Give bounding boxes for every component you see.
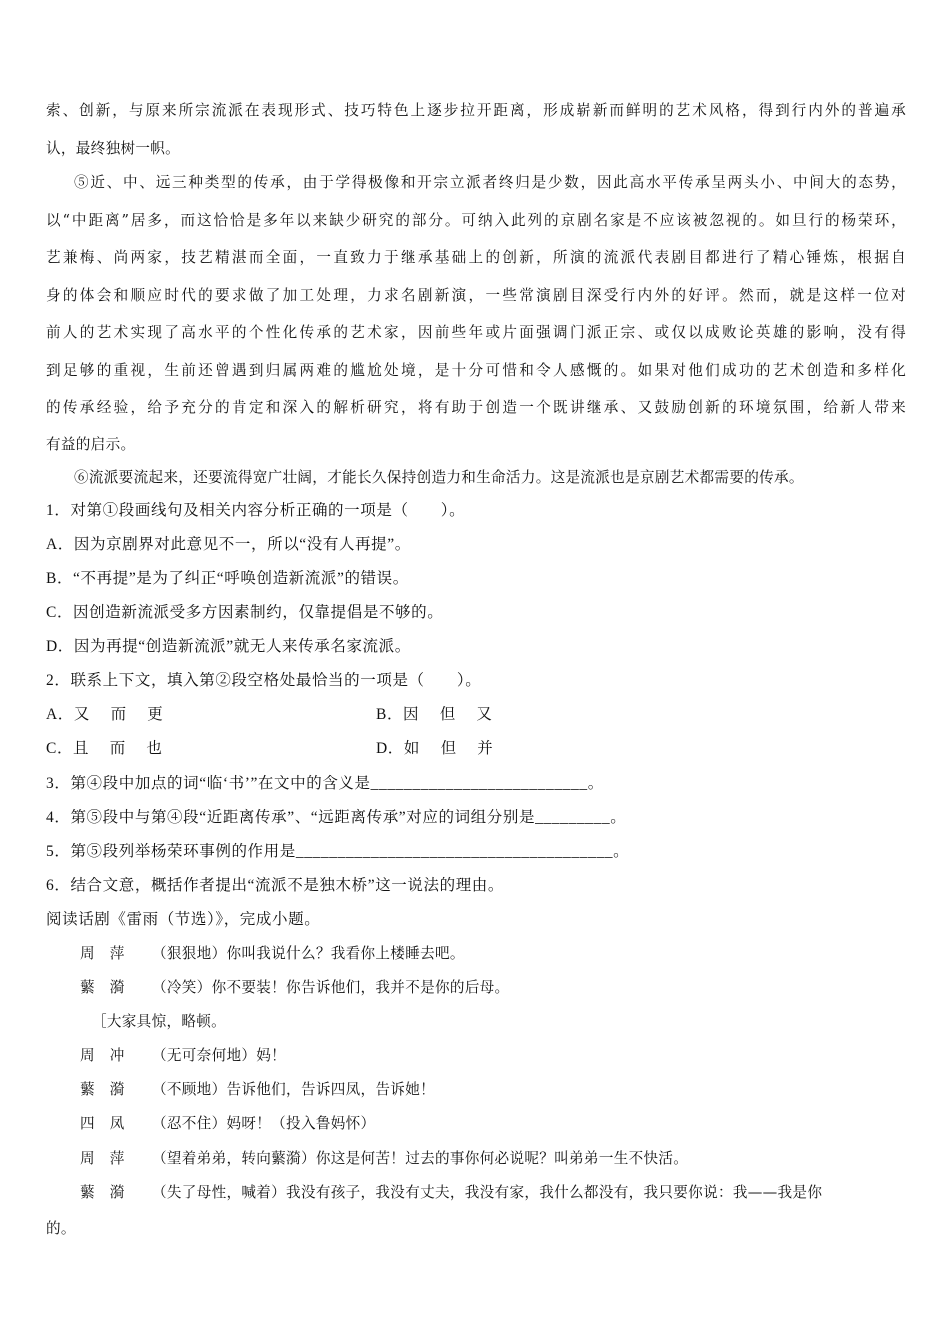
paragraph-5-line: 身的体会和顺应时代的要求做了加工处理，力求名剧新演，一些常演剧目深受行内外的好评。然而，就是这样一位对 [46,287,906,304]
question-2-option-c: C．且 而 也 [46,740,163,757]
drama-role: 蘩 漪 [80,1184,125,1201]
drama-text: （无可奈何地）妈！ [152,1047,287,1064]
drama-text: （狠狠地）你叫我说什么？我看你上楼睡去吧。 [152,945,465,962]
question-2-option-d: D．如 但 并 [376,740,494,757]
drama-role: 蘩 漪 [80,1081,125,1098]
paragraph-4-line: 索、创新，与原来所宗流派在表现形式、技巧特色上逐步拉开距离，形成崭新而鲜明的艺术风格，得到行内外的普遍承 [46,102,906,119]
paragraph-5-line: 以“中距离”居多，而这恰恰是多年以来缺少研究的部分。可纳入此列的京剧名家是不应该被忽视的。如旦行的杨荣环， [46,212,906,229]
question-5: 5．第⑤段列举杨荣环事例的作用是______________________________________。 [46,843,630,860]
stage-direction: ［大家具惊，略顿。 [92,1013,227,1030]
drama-line [80,944,465,964]
question-2-option-a: A．又 而 更 [46,706,164,723]
drama-text: （望着弟弟，转向蘩漪）你这是何苦！过去的事你何必说呢？叫弟弟一生不快活。 [152,1150,689,1167]
drama-text: （失了母性，喊着）我没有孩子，我没有丈夫，我没有家，我什么都没有，我只要你说：我——我是你 [152,1184,823,1201]
question-1-option-d: D．因为再提“创造新流派”就无人来传承名家流派。 [46,638,411,655]
drama-role: 周 萍 [80,1150,125,1167]
paragraph-5-line: ⑤近、中、远三种类型的传承，由于学得极像和开宗立派者终归是少数，因此高水平传承呈两头小、中间大的态势， [74,174,906,191]
drama-line-continuation: 的。 [46,1220,76,1237]
paragraph-5-line: 有益的启示。 [46,436,136,453]
question-1-option-a: A．因为京剧界对此意见不一，所以“没有人再提”。 [46,536,411,553]
drama-line [80,1046,286,1066]
question-6: 6．结合文意，概括作者提出“流派不是独木桥”这一说法的理由。 [46,877,505,894]
drama-role: 蘩 漪 [80,979,125,996]
drama-text: （忍不住）妈呀！（投入鲁妈怀） [152,1115,376,1132]
question-4: 4．第⑤段中与第④段“近距离传承”、“远距离传承”对应的词组分别是_________。 [46,809,627,826]
paragraph-6: ⑥流派要流起来，还要流得宽广壮阔，才能长久保持创造力和生命活力。这是流派也是京剧艺术都需要的传承。 [74,469,804,486]
drama-text: （不顾地）告诉他们，告诉四凤，告诉她！ [152,1081,435,1098]
drama-role: 四 凤 [80,1115,125,1132]
drama-line [80,1080,435,1100]
question-1-stem: 1．对第①段画线句及相关内容分析正确的一项是（ ）。 [46,502,466,519]
question-1-option-b: B．“不再提”是为了纠正“呼唤创造新流派”的错误。 [46,570,409,587]
paragraph-5-line: 艺兼梅、尚两家，技艺精湛而全面，一直致力于继承基础上的创新，所演的流派代表剧目都进行了精心锤炼，根据自 [46,249,906,266]
drama-role: 周 冲 [80,1047,125,1064]
question-2-option-b: B．因 但 又 [376,706,493,723]
drama-text: （冷笑）你不要装！你告诉他们，我并不是你的后母。 [152,979,510,996]
question-3: 3．第④段中加点的词“临‘书’”在文中的含义是__________________________。 [46,775,604,792]
drama-line [80,1114,375,1134]
drama-line [80,1183,822,1203]
paragraph-4-line: 认，最终独树一帜。 [46,140,181,157]
paragraph-5-line: 到足够的重视，生前还曾遇到归属两难的尴尬处境，是十分可惜和令人感慨的。如果对他们成功的艺术创造和多样化 [46,362,906,379]
reading-intro: 阅读话剧《雷雨（节选）》，完成小题。 [46,911,321,928]
drama-role: 周 萍 [80,945,125,962]
drama-line [80,978,509,998]
paragraph-5-line: 的传承经验，给予充分的肯定和深入的解析研究，将有助于创造一个既讲继承、又鼓励创新的环境氛围，给新人带来 [46,399,906,416]
question-2-stem: 2．联系上下文，填入第②段空格处最恰当的一项是（ ）。 [46,672,482,689]
drama-line [80,1149,688,1169]
question-1-option-c: C．因创造新流派受多方因素制约，仅靠提倡是不够的。 [46,604,444,621]
paragraph-5-line: 前人的艺术实现了高水平的个性化传承的艺术家，因前些年或片面强调门派正宗、或仅以成败论英雄的影响，没有得 [46,324,906,341]
